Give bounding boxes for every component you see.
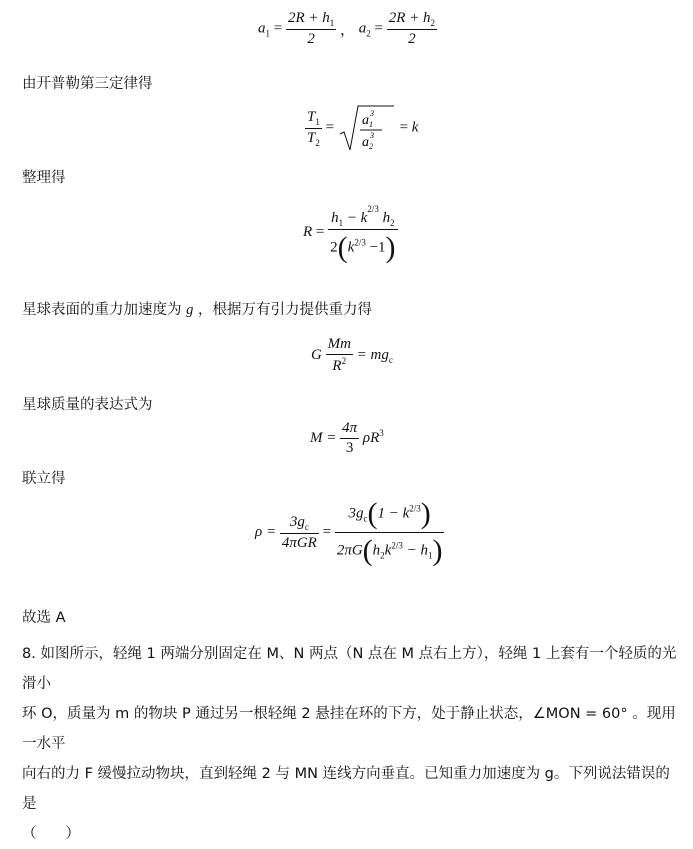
text-gravity [22, 298, 372, 319]
eq-density-lhs: ρ = [255, 524, 277, 540]
text-kepler: 由开普勒第三定律得 [22, 76, 153, 92]
eq-density-eq: = [322, 524, 332, 540]
svg-text:2: 2 [368, 142, 373, 151]
eq-radius-h2: h [382, 210, 391, 226]
text-rearrange: 整理得 [22, 170, 66, 186]
eq-a1-denominator: 2 [307, 31, 315, 47]
problem-8-line-2: 环 O，质量为 m 的物块 P 通过另一根轻绳 2 悬挂在环的下方，处于静止状态，∠MON = 60° 。现用一水平 [22, 706, 676, 752]
eq-gravity-G: G [311, 347, 322, 363]
text-combine: 联立得 [22, 471, 66, 487]
svg-text:1: 1 [368, 120, 373, 129]
eq-a1-numerator: 2R + h [287, 10, 330, 26]
text-gravity-part1: 星球表面的重力加速度为 [22, 302, 182, 318]
eq-gravity-den: R [332, 358, 342, 374]
svg-text:3: 3 [369, 131, 374, 140]
eq-a1-lhs: a [258, 20, 266, 37]
text-gravity-part2: ，根据万有引力提供重力得 [197, 302, 372, 318]
svg-text:a: a [361, 113, 369, 128]
text-gravity-symbol: g [186, 302, 194, 318]
eq-radius-den-coef: 2 [330, 239, 338, 256]
equation-semi-axes: $a_1$ = $\frac{2R + h_1}{2}$ ， $a_2$ = $\frac{2R + h_2}{2}$ [258, 10, 436, 47]
eq-density-f2-den-k: k [384, 542, 392, 559]
eq-gravity-num: Mm [326, 336, 353, 355]
eq-mass-lhs: M = [310, 430, 337, 446]
equation-gravity: G $\frac{Mm}{R^2}$ = $mg_c$ [311, 336, 393, 374]
eq-density-f2-den-coef: 2πG [336, 542, 363, 559]
svg-text:a: a [361, 135, 369, 150]
equation-density: ρ = $\frac{3g_c}{\text{4πGR}}$ = $\frac{3g_c(1 - k^{2/3})}{2\pi G(h_2k^{2/3} - h_1)}$ [255, 497, 443, 567]
eq-a2-denominator: 2 [408, 31, 416, 47]
equation-kepler: $\frac{T_1}{T_2}$ = a 1 3 a 2 3 = k [305, 104, 418, 152]
svg-text:3: 3 [369, 109, 374, 118]
problem-8-line-3: 向右的力 F 缓慢拉动物块，直到轻绳 2 与 MN 连线方向垂直。已知重力加速度为 g。下列说法错误的是 [22, 766, 670, 812]
eq-separator: ， [340, 22, 356, 39]
eq-density-f2-inner: 1 − k [377, 505, 410, 522]
eq-radius-den-tail: −1 [369, 239, 386, 256]
eq-kepler-rhs: k [411, 119, 419, 136]
eq-radius-den-exp: 2/3 [354, 237, 366, 248]
eq-density-f2-den-h1: − h [406, 542, 428, 559]
eq-radius-k: − k [346, 210, 368, 226]
eq-mass-num: 4π [340, 420, 359, 439]
problem-8 [22, 639, 677, 849]
eq-radius-h1: h [331, 210, 339, 226]
eq-density-f1-num: 3g [289, 513, 305, 530]
eq-density-f1-den: 4πGR [281, 534, 317, 551]
eq-radius-lhs: R [303, 224, 313, 240]
eq-kepler-num: T [307, 108, 316, 125]
text-answer: 故选 A [22, 610, 66, 626]
eq-mass-rhs: ρR [362, 430, 380, 446]
eq-a2-numerator: 2R + h [388, 10, 431, 26]
eq-density-f2-coef: 3g [348, 505, 364, 522]
problem-8-line-1: 8. 如图所示，轻绳 1 两端分别固定在 M、N 两点（N 点在 M 点右上方），轻绳 1 上套有一个轻质的光滑小 [22, 646, 677, 692]
sqrt-sign [338, 104, 396, 152]
text-mass: 星球质量的表达式为 [22, 397, 153, 413]
eq-a2-fraction: $\frac{2R + h_2}{2}$ [388, 10, 436, 47]
problem-8-line-4: （ ） [22, 826, 80, 842]
eq-mass-den: 3 [345, 440, 354, 456]
eq-radius-den-k: k [347, 239, 355, 256]
eq-a2-lhs: a [358, 20, 367, 37]
eq-kepler-den: T [307, 129, 316, 146]
eq-gravity-rhs: = mg [356, 347, 389, 363]
equation-mass: M = $\frac{4\pi}{3}$ $\rho R^3$ [310, 420, 384, 456]
equation-radius: R = $\frac{h_1 - k^{2/3} h_2}{2(k^{2/3} -1)}$ [303, 200, 398, 265]
eq-density-f2-den-h2: h [372, 542, 381, 559]
eq-a1-fraction: $\frac{2R + h_1}{2}$ [287, 10, 335, 47]
